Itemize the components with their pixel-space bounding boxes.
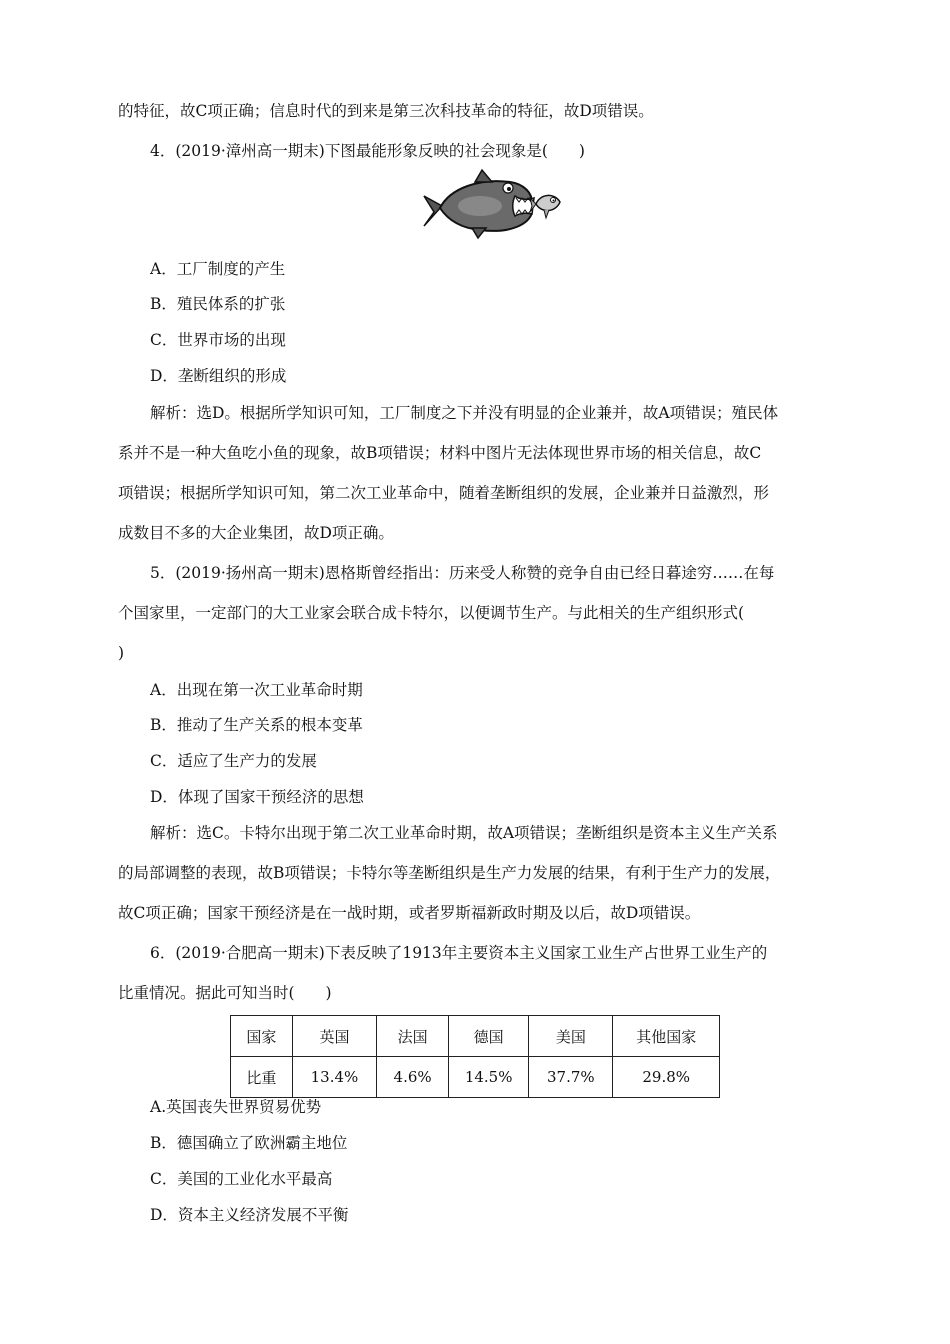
- intro-text: 的特征，故C项正确；信息时代的到来是第三次科技革命的特征，故D项错误。: [118, 102, 654, 120]
- q6-option-d: D．资本主义经济发展不平衡: [150, 1206, 349, 1224]
- table-cell: 4.6%: [377, 1057, 449, 1098]
- q5-option-a: A．出现在第一次工业革命时期: [150, 681, 363, 699]
- q5-stem-line-2: 个国家里，一定部门的大工业家会联合成卡特尔，以便调节生产。与此相关的生产组织形式(: [118, 604, 745, 622]
- q5-analysis-line-2: 的局部调整的表现，故B项错误；卡特尔等垄断组织是生产力发展的结果，有利于生产力的发展，: [118, 864, 781, 882]
- table-cell: 13.4%: [292, 1057, 376, 1098]
- q5-option-c: C．适应了生产力的发展: [150, 752, 317, 770]
- table-cell: 国家: [231, 1016, 293, 1057]
- table-cell: 37.7%: [529, 1057, 613, 1098]
- q5-option-d: D．体现了国家干预经济的思想: [150, 788, 364, 806]
- q6-stem-line-2: 比重情况。据此可知当时( ): [118, 984, 332, 1002]
- q6-stem-line-1: 6．(2019·合肥高一期末)下表反映了1913年主要资本主义国家工业生产占世界工业生产的: [150, 944, 768, 962]
- industrial-share-table: [230, 1015, 720, 1098]
- table-cell: 其他国家: [613, 1016, 720, 1057]
- q4-option-a: A．工厂制度的产生: [150, 260, 286, 278]
- table-cell: 比重: [231, 1057, 293, 1098]
- big-fish-eats-small-fish-illustration: [420, 168, 565, 243]
- q5-analysis-line-1: 解析：选C。卡特尔出现于第二次工业革命时期，故A项错误；垄断组织是资本主义生产关系: [150, 824, 778, 842]
- q4-option-c: C．世界市场的出现: [150, 331, 286, 349]
- q6-option-a: A.英国丧失世界贸易优势: [150, 1098, 322, 1116]
- table-cell: 德国: [449, 1016, 529, 1057]
- q5-stem-line-1: 5．(2019·扬州高一期末)恩格斯曾经指出：历来受人称赞的竞争自由已经日暮途穷……在每: [150, 564, 775, 582]
- table-cell: 14.5%: [449, 1057, 529, 1098]
- q5-stem-line-3: ): [118, 644, 125, 662]
- q4-stem: 4．(2019·漳州高一期末)下图最能形象反映的社会现象是( ): [150, 142, 585, 160]
- q4-analysis-line-3: 项错误；根据所学知识可知，第二次工业革命中，随着垄断组织的发展，企业兼并日益激烈，形: [118, 484, 770, 502]
- q4-analysis-line-4: 成数目不多的大企业集团，故D项正确。: [118, 524, 394, 542]
- table-cell: 法国: [377, 1016, 449, 1057]
- table-row: [231, 1057, 720, 1098]
- table-cell: 美国: [529, 1016, 613, 1057]
- q5-analysis-line-3: 故C项正确；国家干预经济是在一战时期，或者罗斯福新政时期及以后，故D项错误。: [118, 904, 701, 922]
- q4-analysis-line-2: 系并不是一种大鱼吃小鱼的现象，故B项错误；材料中图片无法体现世界市场的相关信息，故C: [118, 444, 762, 462]
- q4-analysis-line-1: 解析：选D。根据所学知识可知，工厂制度之下并没有明显的企业兼并，故A项错误；殖民体: [150, 404, 779, 422]
- q4-option-d: D．垄断组织的形成: [150, 367, 287, 385]
- q6-option-c: C．美国的工业化水平最高: [150, 1170, 333, 1188]
- table-cell: 英国: [292, 1016, 376, 1057]
- q5-option-b: B．推动了生产关系的根本变革: [150, 716, 363, 734]
- q6-option-b: B．德国确立了欧洲霸主地位: [150, 1134, 348, 1152]
- table-cell: 29.8%: [613, 1057, 720, 1098]
- table-header-row: [231, 1016, 720, 1057]
- q4-option-b: B．殖民体系的扩张: [150, 295, 286, 313]
